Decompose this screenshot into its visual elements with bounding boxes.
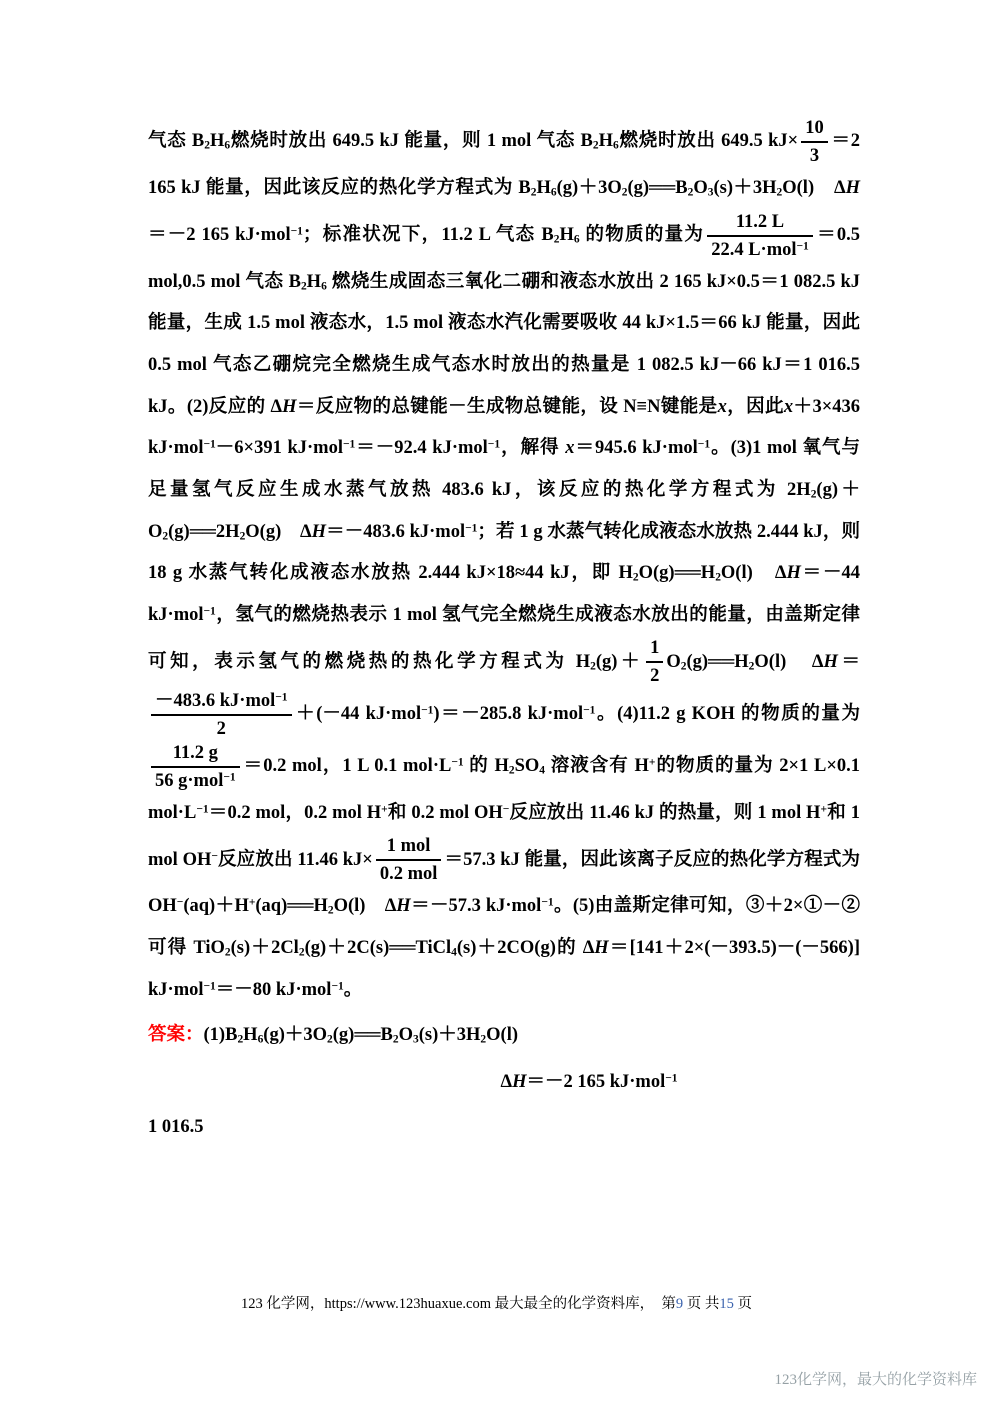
fraction: $\frac{11.2 g}{56 g\cdot mol^{-1}}$ — [151, 741, 240, 793]
rich-segment: 9 — [675, 1296, 684, 1312]
page-footer — [0, 1292, 993, 1313]
rich-segment: 123 化学网，https://www.123huaxue.com 最大最全的化学资料库， 第 — [241, 1296, 676, 1312]
rich-segment: 页 — [733, 1296, 752, 1312]
rich-segment: 气态 $B_2H_6$燃烧时放出 649.5 kJ 能量，则 1 mol 气态 $B_2H_6$燃烧时放出 649.5 kJ× — [148, 131, 799, 152]
rich-segment: ＝0.2 mol，1 L 0.1 $mol\cdot L^{-1}$ 的 $H_2SO_4$ 溶液含有 H+的物质的量为 2×1 L×0.1 $mol\cdot L^{-1}=0.2$ mol，0.2 mol H+和 0.2 mol OH−反应放出 11.46 kJ 的热量，则 1 mol H+和 1 mol OH−反应放出 11.46 kJ× — [148, 755, 861, 870]
answer-line — [148, 1021, 860, 1051]
watermark: 123化学网，最大的化学资料库 — [774, 1372, 977, 1388]
rich-segment: ＝57.3 kJ 能量，因此该离子反应的热化学方程式为 $OH^-(aq)+H^+(aq)══H_2O(l)$ ΔH＝－57.3 kJ·mol$^{-1}$。(5)由盖斯定律可知，③＋2×①－②可得 $TiO_2(s)+2Cl_2(g)+2C(s)══TiCl_4(s)+2CO(g)$的 ΔH＝[141＋2×(－393.5)－(－566)] kJ·mol$^{-1}$＝－80 kJ·mol$^{-1}$。 — [148, 849, 860, 1000]
rich-segment: ＋(－44 kJ·mol$^{-1}$)＝－285.8 kJ·mol$^{-1}$。(4)11.2 g KOH 的物质的量为 — [294, 703, 861, 724]
rich-segment: 答案： — [148, 1025, 204, 1046]
rich-segment: ΔH＝－2 165 kJ·mol$^{-1}$ — [500, 1071, 678, 1092]
rich-segment: 页 共 — [683, 1296, 720, 1312]
fraction: $\frac{11.2 L}{22.4 L\cdot mol^{-1}}$ — [707, 210, 813, 262]
analysis-paragraph — [148, 116, 860, 1011]
rich-segment: ＝2 165 kJ 能量，因此该反应的热化学方程式为 $B_2H_6(g)+3O_2(g)══B_2O_3(s)+3H_2O(l)$ ΔH＝－2 165 kJ·mol$^{-1}$；标准状况下，11.2 L 气态 $B_2H_6$ 的物质的量为 — [148, 131, 860, 246]
fraction: $\frac{\text{1 mol}}{\text{0.2 mol}}$ — [376, 834, 442, 886]
answer-enthalpy-line — [233, 1067, 945, 1093]
fraction: $\frac{10}{3}$ — [801, 116, 828, 168]
answer-value: 1 016.5 — [148, 1116, 204, 1137]
solution-text-block — [148, 116, 860, 1138]
rich-segment: 15 — [719, 1296, 734, 1312]
rich-segment: $O_2(g)══H_2O(l)$ ΔH＝ — [666, 651, 860, 673]
rich-segment: ＝0.5 mol,0.5 mol 气态 $B_2H_6$ 燃烧生成固态三氧化二硼和液态水放出 2 165 kJ×0.5＝1 082.5 kJ 能量，生成 1.5 mol 液态水，1.5 mol 液态水汽化需要吸收 44 kJ×1.5＝66 kJ 能量，因此 0.5 mol 气态乙硼烷完全燃烧生成气态水时放出的热量是 1 082.5 kJ－66 kJ＝1 016.5 kJ。(2)反应的 ΔH＝反应物的总键能－生成物总键能，设 N≡N键能是x，因此x＋3×436 kJ·mol$^{-1}$－6×391 kJ·mol$^{-1}$＝－92.4 kJ·mol$^{-1}$，解得 x＝945.6 kJ·mol$^{-1}$。(3)1 mol 氧气与足量氢气反应生成水蒸气放热 483.6 kJ，该反应的热化学方程式为 $2H_2(g)+O_2(g)══2H_2O(g)$ ΔH＝－483.6 kJ·mol$^{-1}$；若 1 g 水蒸气转化成液态水放热 2.444 kJ，则 18 g 水蒸气转化成液态水放热 2.444 kJ×18≈44 kJ，即 $H_2O(g)══H_2O(l)$ ΔH＝－44 kJ·mol$^{-1}$，氢气的燃烧热表示 1 mol 氢气完全燃烧生成液态水放出的能量，由盖斯定律可知，表示氢气的燃烧热的热化学方程式为 $H_2(g)+$ — [148, 225, 860, 673]
rich-segment: $(1)B_2H_6(g)+3O_2(g)══B_2O_3(s)+3H_2O(l)$ — [203, 1025, 518, 1046]
fraction: $\frac{1}{2}$ — [646, 636, 663, 688]
fraction: $\frac{-483.6 kJ\cdot mol^{-1}}{2}$ — [151, 689, 292, 741]
